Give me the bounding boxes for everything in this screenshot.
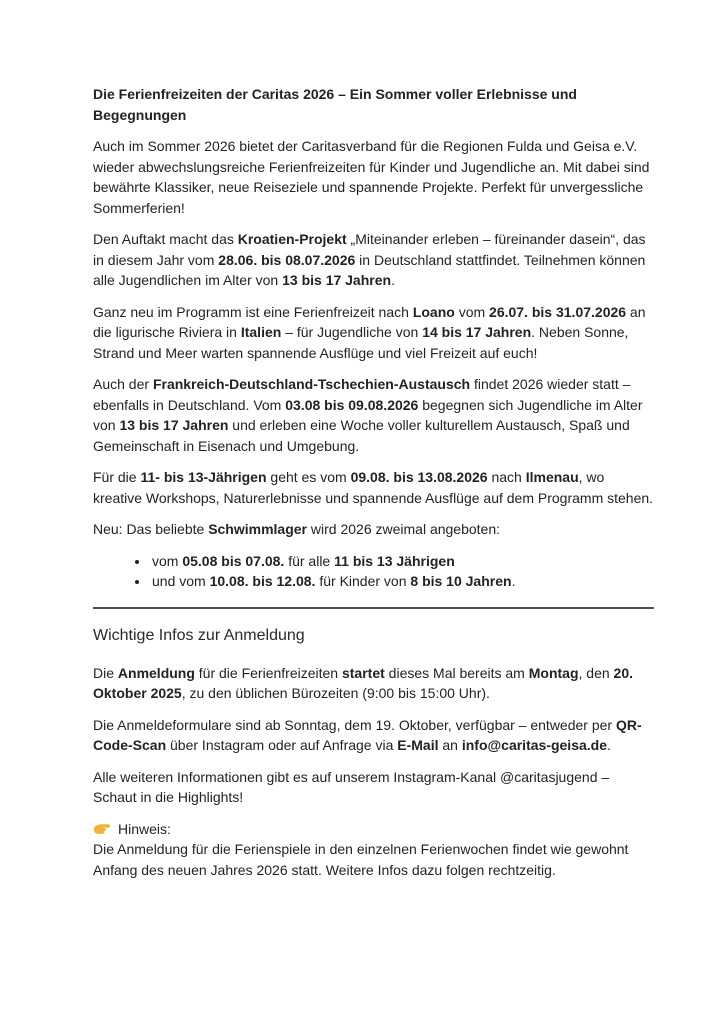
- bold-run: 14 bis 17 Jahren: [422, 324, 532, 340]
- bold-run: Montag: [528, 664, 579, 681]
- swim-camp-dates-list: [93, 551, 654, 592]
- registration-start-paragraph: Die Anmeldung für die Ferienfreizeiten startet dieses Mal bereits am Montag, den 20. Oktober 2025, zu den üblichen Bürozeiten (9:00 bis 15:00 Uhr).: [93, 664, 633, 701]
- intro-paragraph: Auch im Sommer 2026 bietet der Caritasverband für die Regionen Fulda und Geisa e.V. wieder abwechslungsreiche Ferienfreizeiten für Kinder und Jugendliche an. Mit dabei sind bewährte Klassiker, neue Reiseziele und spannende Projekte. Perfekt für unvergessliche Sommerferien!: [93, 138, 650, 216]
- pointing-hand-icon: [93, 821, 111, 836]
- exchange-program-paragraph: Auch der Frankreich-Deutschland-Tschechien-Austausch findet 2026 wieder statt – ebenfalls in Deutschland. Vom 03.08 bis 09.08.2026 begegnen sich Jugendliche im Alter von 13 bis 17 Jahren und erleben eine Woche voller kulturellem Austausch, Spaß und Gemeinschaft in Eisenach und Umgebung.: [93, 376, 643, 454]
- bold-run: 05.08 bis 07.08.: [182, 552, 285, 569]
- hinweis-body: Die Anmeldung für die Ferienspiele in den einzelnen Ferienwochen findet wie gewohnt Anfang des neuen Jahres 2026 statt. Weitere Infos dazu folgen rechtzeitig.: [93, 841, 629, 878]
- bold-run: 13 bis 17 Jahren: [282, 272, 392, 288]
- bold-run: startet: [341, 664, 385, 681]
- section-heading: Wichtige Infos zur Anmeldung: [93, 626, 305, 644]
- bold-run: E-Mail: [397, 737, 439, 753]
- bold-run: 03.08 bis 09.08.2026: [285, 396, 419, 413]
- bold-run: 26.07. bis 31.07.2026: [489, 303, 627, 320]
- bold-run: 13 bis 17 Jahren: [119, 417, 229, 433]
- bold-run: Loano: [412, 303, 455, 320]
- bold-run: Kroatien-Projekt: [237, 231, 347, 247]
- bold-run: QR-Code-Scan: [93, 716, 642, 753]
- bold-run: Italien: [240, 324, 282, 340]
- hinweis-label: Hinweis:: [118, 820, 171, 837]
- instagram-info-paragraph: Alle weiteren Informationen gibt es auf unserem Instagram-Kanal @caritasjugend – Schaut in die Highlights!: [93, 768, 610, 805]
- hinweis-note: [93, 819, 654, 881]
- bold-run: Die Ferienfreizeiten der Caritas 2026 – Ein Sommer voller Erlebnisse und Begegnungen: [93, 86, 577, 123]
- bold-run: info@caritas-geisa.de: [461, 737, 607, 753]
- registration-forms-paragraph: Die Anmeldeformulare sind ab Sonntag, dem 19. Oktober, verfügbar – entweder per QR-Code-Scan über Instagram oder auf Anfrage via E-Mail an info@caritas-geisa.de.: [93, 716, 642, 753]
- swim-camp-intro-paragraph: Neu: Das beliebte Schwimmlager wird 2026 zweimal angeboten:: [93, 521, 501, 537]
- bold-run: Schwimmlager: [208, 521, 308, 537]
- section-divider: [93, 607, 654, 609]
- bold-run: 20. Oktober 2025: [93, 664, 633, 701]
- bold-run: 28.06. bis 08.07.2026: [218, 251, 356, 268]
- list-item: • vom 05.08 bis 07.08. für alle 11 bis 13 Jährigen: [150, 551, 654, 572]
- kroatien-project-paragraph: Den Auftakt macht das Kroatien-Projekt „Miteinander erleben – füreinander dasein“, das in diesem Jahr vom 28.06. bis 08.07.2026 in Deutschland stattfindet. Teilnehmen können alle Jugendlichen im Alter von 13 bis 17 Jahren.: [93, 231, 646, 288]
- bold-run: Ilmenau: [525, 469, 579, 485]
- bold-run: 11 bis 13 Jährigen: [334, 552, 455, 569]
- hinweis-label-row: [93, 819, 654, 840]
- ilmenau-trip-paragraph: Für die 11- bis 13-Jährigen geht es vom 09.08. bis 13.08.2026 nach Ilmenau, wo kreative Workshops, Naturerlebnisse und spannende Ausflüge auf dem Programm stehen.: [93, 469, 654, 506]
- bold-run: 11- bis 13-Jährigen: [140, 469, 267, 485]
- bold-run: Frankreich-Deutschland-Tschechien-Austausch: [152, 376, 471, 392]
- bold-run: 10.08. bis 12.08.: [209, 573, 316, 589]
- document-title: [93, 84, 654, 125]
- bold-run: 09.08. bis 13.08.2026: [350, 469, 488, 485]
- bold-run: 8 bis 10 Jahren: [410, 573, 512, 589]
- loano-trip-paragraph: Ganz neu im Programm ist eine Ferienfreizeit nach Loano vom 26.07. bis 31.07.2026 an die ligurische Riviera in Italien – für Jugendliche von 14 bis 17 Jahren. Neben Sonne, Strand und Meer warten spannende Ausflüge und viel Freizeit auf euch!: [93, 303, 646, 361]
- list-item: • und vom 10.08. bis 12.08. für Kinder von 8 bis 10 Jahren.: [150, 571, 654, 592]
- bold-run: Anmeldung: [117, 664, 195, 681]
